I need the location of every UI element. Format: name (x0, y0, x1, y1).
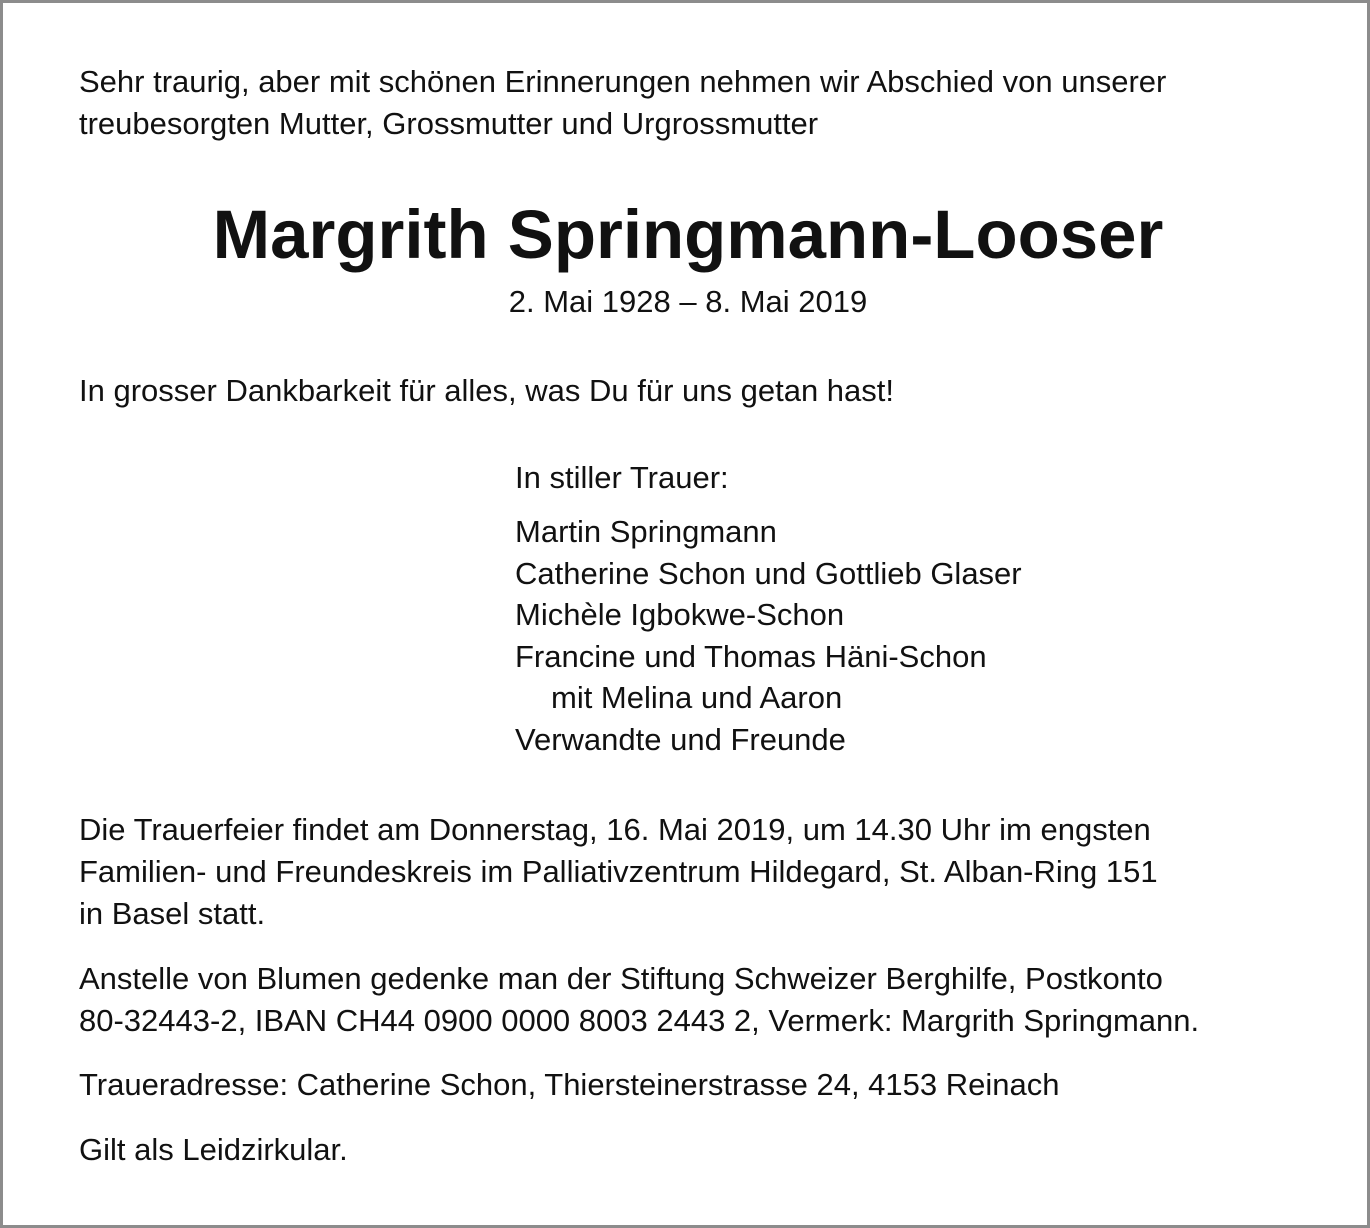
mourner-item: Verwandte und Freunde (515, 721, 846, 757)
ceremony-line-2: Familien- und Freundeskreis im Palliativzentrum Hildegard, St. Alban-Ring 151 (79, 854, 1158, 889)
circular-note: Gilt als Leidzirkular. (79, 1132, 348, 1167)
mourners-list (515, 511, 1022, 761)
mourning-heading: In stiller Trauer: (515, 460, 729, 495)
gratitude-line: In grosser Dankbarkeit für alles, was Du für uns getan hast! (79, 373, 895, 408)
intro-line-2: treubesorgten Mutter, Grossmutter und Urgrossmutter (79, 106, 819, 141)
intro-line-1: Sehr traurig, aber mit schönen Erinnerungen nehmen wir Abschied von unserer (79, 64, 1167, 99)
ceremony-line-1: Die Trauerfeier findet am Donnerstag, 16. Mai 2019, um 14.30 Uhr im engsten (79, 812, 1151, 847)
mourner-item-children: mit Melina und Aaron (551, 680, 843, 716)
mourner-item: Michèle Igbokwe-Schon (515, 597, 845, 633)
mourner-item: Catherine Schon und Gottlieb Glaser (515, 555, 1022, 591)
donation-line-2: 80-32443-2, IBAN CH44 0900 0000 8003 2443 2, Vermerk: Margrith Springmann. (79, 1003, 1200, 1038)
mourner-item: Francine und Thomas Häni-Schon (515, 638, 987, 674)
mourning-address: Traueradresse: Catherine Schon, Thiersteinerstrasse 24, 4153 Reinach (79, 1067, 1060, 1102)
deceased-name: Margrith Springmann-Looser (212, 196, 1164, 273)
life-dates: 2. Mai 1928 – 8. Mai 2019 (508, 284, 868, 319)
mourner-item: Martin Springmann (515, 514, 777, 549)
ceremony-line-3: in Basel statt. (79, 896, 266, 931)
donation-line-1: Anstelle von Blumen gedenke man der Stiftung Schweizer Berghilfe, Postkonto (79, 961, 1163, 996)
